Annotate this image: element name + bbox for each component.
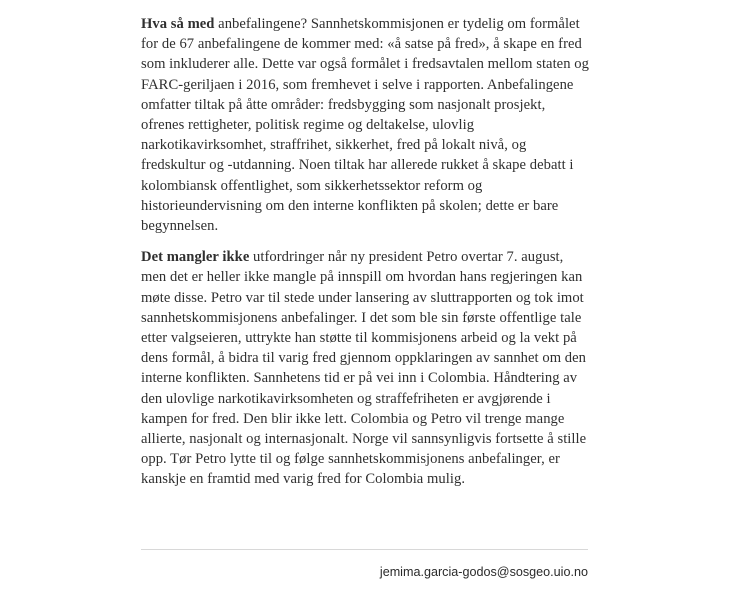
paragraph-text: utfordringer når ny president Petro overtar 7. august, men det er heller ikke mangle på innspill om hvordan hans regjeringen kan møte disse. Petro var til stede under lansering av sluttrapporten og tok imot sannhetskommisjonens anbefalinger. I det som ble sin første offentlige tale etter valgseieren, uttrykte han støtte til kommisjonens arbeid og la vekt på dens formål, å bidra til varig fred gjennom oppklaringen av sannhet om den interne konflikten. Sannhetens tid er på vei inn i Colombia. Håndtering av den ulovlige narkotikavirksomheten og straffefriheten er avgjørende i kampen for fred. Den blir ikke lett. Colombia og Petro vil trenge mange allierte, nasjonalt og internasjonalt. Norge vil sannsynligvis fortsette å stille opp. Tør Petro lytte til og følge sannhetskommisjonens anbefalinger, er kanskje en framtid med varig fred for Colombia mulig. [141, 249, 587, 488]
article-paragraph [141, 14, 591, 236]
article-body [141, 14, 591, 490]
paragraph-lead: Hva så med [141, 16, 215, 32]
paragraph-text: anbefalingene? Sannhetskommisjonen er tydelig om formålet for de 67 anbefalingene de kommer med: «å satse på fred», å skape en fred som inkluderer alle. Dette var også formålet i fredsavtalen mellom staten og FARC-geriljaen i 2016, som fremhevet i selve i rapporten. Anbefalingene omfatter tiltak på åtte områder: fredsbygging som nasjonalt prosjekt, ofrenes rettigheter, politisk regime og deltakelse, ulovlig narkotikavirksomhet, straffrihet, sikkerhet, fred på lokalt nivå, og fredskultur og -utdanning. Noen tiltak har allerede rukket å skape debatt i kolombiansk offentlighet, som sikkerhetssektor reform og historieundervisning om den interne konflikten på skolen; dette er bare begynnelsen. [141, 16, 589, 235]
author-email-link[interactable]: jemima.garcia-godos@sosgeo.uio.no [379, 565, 588, 579]
paragraph-lead: Det mangler ikke [141, 249, 250, 266]
footer-divider [141, 549, 588, 550]
article-paragraph [141, 247, 591, 489]
